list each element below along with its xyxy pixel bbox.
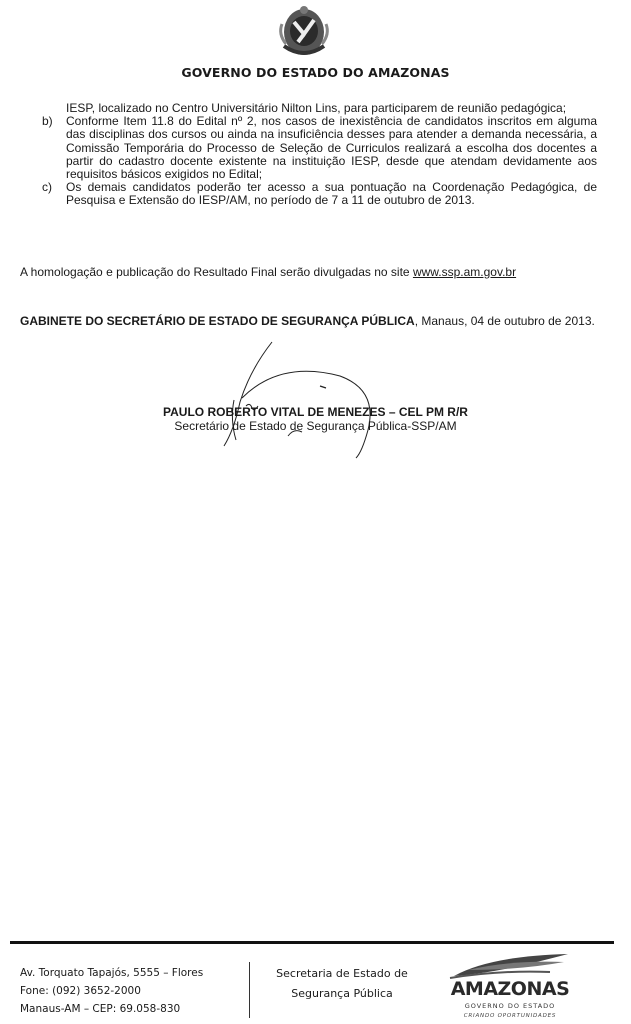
- amazonas-government-logo: [440, 950, 580, 1024]
- department-line-1: Secretaria de Estado de: [276, 967, 408, 980]
- homologation-paragraph: [20, 266, 597, 279]
- edital-items-list: [20, 102, 597, 208]
- list-item-c: [20, 181, 597, 207]
- signatory-name: PAULO ROBERTO VITAL DE MENEZES – CEL PM R/R: [163, 405, 468, 419]
- list-item-b: [20, 115, 597, 181]
- closing-paragraph: [20, 315, 597, 328]
- footer-address: [20, 964, 203, 1018]
- list-item-text: Conforme Item 11.8 do Edital nº 2, nos casos de inexistência de candidatos inscritos em alguma das disciplinas dos cursos ou ainda na insuficiência desses para atender a demanda necessária, a Comissão Temporária do Processo de Seleção de Curriculos realizará a escolha dos docentes a partir do cadastro docente existente na instituição IESP, desde que atendam devidamente aos requisitos básicos exigidos no Edital;: [66, 114, 597, 182]
- government-header-title: GOVERNO DO ESTADO DO AMAZONAS: [181, 65, 450, 80]
- address-street: Av. Torquato Tapajós, 5555 – Flores: [20, 967, 204, 979]
- logo-subtitle: GOVERNO DO ESTADO: [464, 1002, 556, 1010]
- state-coat-of-arms-icon: [274, 4, 334, 60]
- place-and-date: , Manaus, 04 de outubro de 2013.: [414, 314, 595, 328]
- list-marker: c): [42, 180, 52, 195]
- address-phone: Fone: (092) 3652-2000: [20, 985, 141, 997]
- cabinet-name: GABINETE DO SECRETÁRIO DE ESTADO DE SEGURANÇA PÚBLICA: [20, 314, 415, 328]
- footer-divider-line: [10, 941, 614, 944]
- list-marker: b): [42, 114, 53, 129]
- department-line-2: Segurança Pública: [291, 987, 393, 1000]
- footer-department: [268, 964, 416, 1004]
- list-item-text: IESP, localizado no Centro Universitário Nilton Lins, para participarem de reunião pedagógica;: [66, 101, 567, 115]
- list-item-text: Os demais candidatos poderão ter acesso a sua pontuação na Coordenação Pedagógica, de Pesquisa e Extensão do IESP/AM, no período de 7 a 11 de outubro de 2013.: [66, 180, 597, 208]
- homologation-text: A homologação e publicação do Resultado Final serão divulgadas no site: [20, 265, 413, 279]
- signatory-title: Secretário de Estado de Segurança Pública-SSP/AM: [174, 419, 457, 433]
- river-wave-icon: [440, 950, 580, 980]
- handwritten-signature-icon: [210, 340, 390, 460]
- address-city-cep: Manaus-AM – CEP: 69.058-830: [20, 1003, 181, 1015]
- footer-vertical-separator: [249, 962, 250, 1018]
- logo-tagline: CRIANDO OPORTUNIDADES: [463, 1013, 557, 1019]
- ssp-website-link[interactable]: www.ssp.am.gov.br: [412, 265, 517, 279]
- logo-wordmark: AMAZONAS: [450, 978, 570, 1000]
